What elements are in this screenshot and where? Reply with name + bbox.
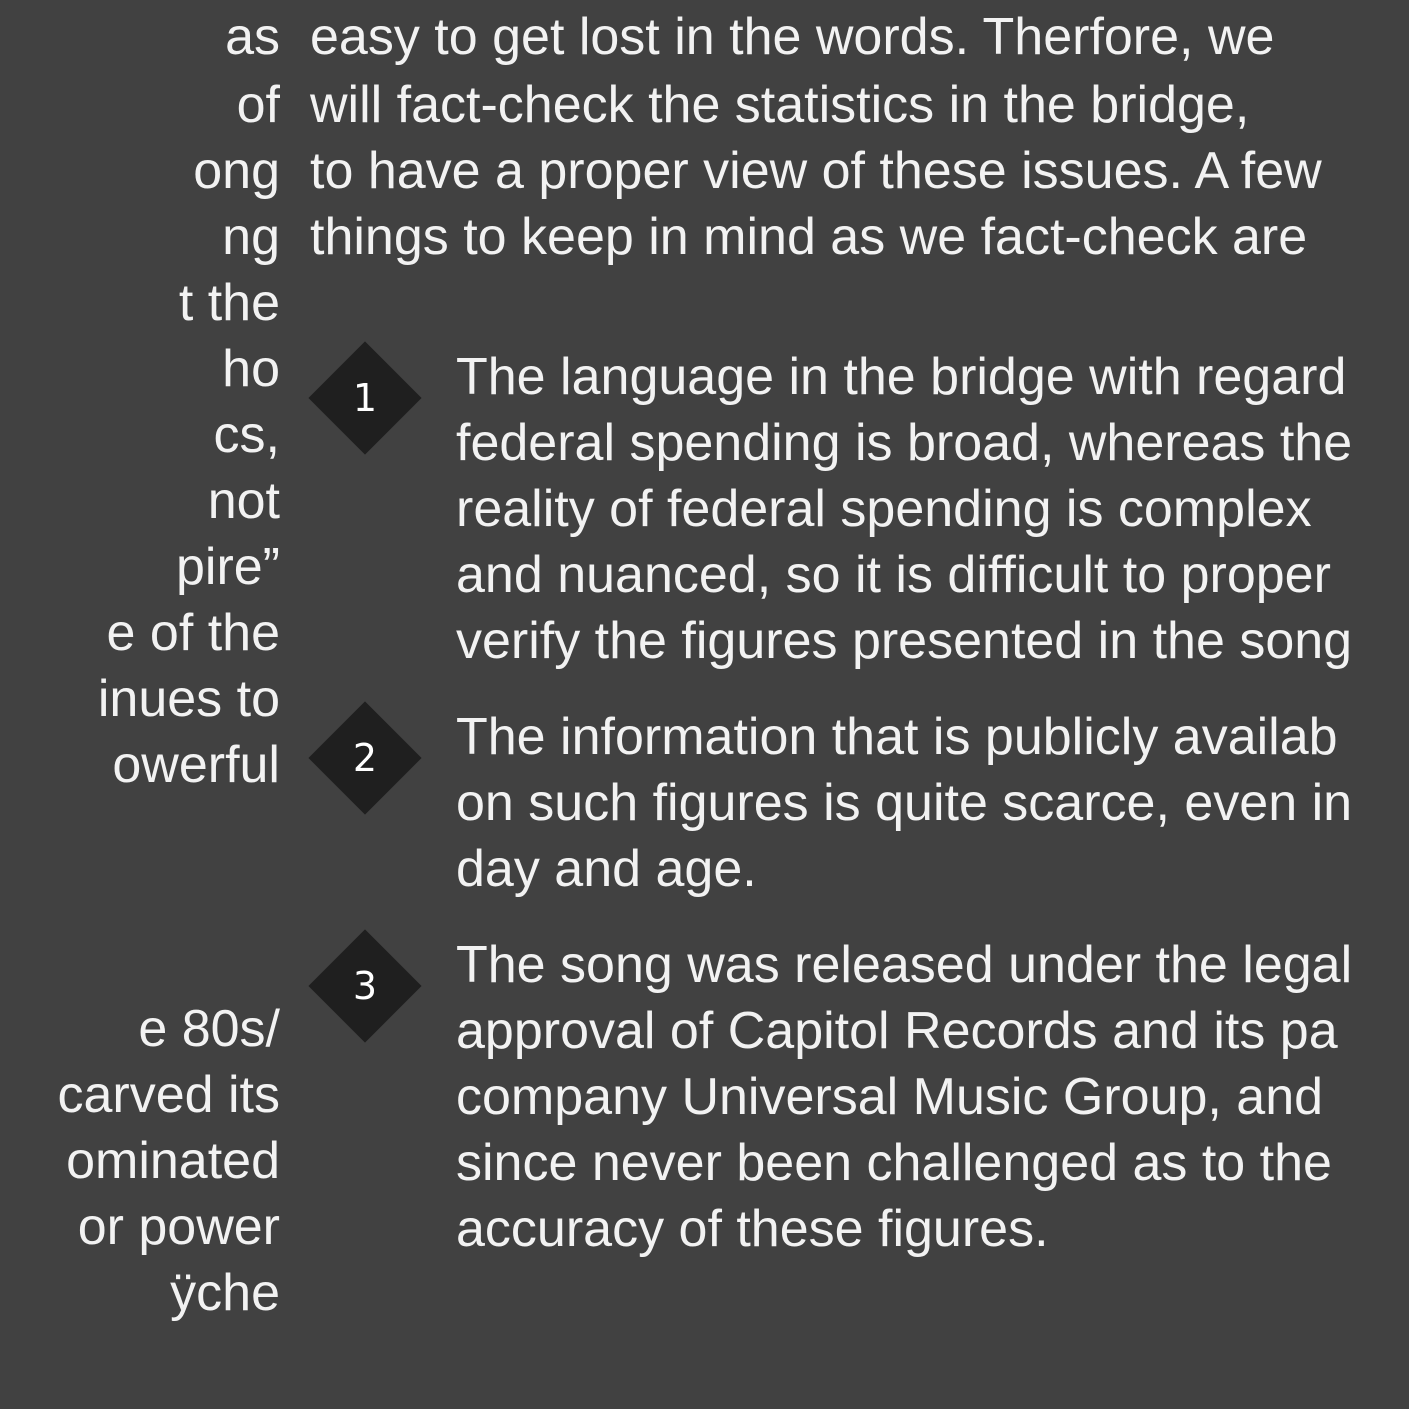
list-number: 1: [352, 376, 378, 420]
left-line: of: [236, 76, 280, 134]
left-line: ho: [222, 340, 280, 398]
list-item-line: and nuanced, so it is difficult to proper: [456, 546, 1331, 604]
intro-line: easy to get lost in the words. Therfore, we: [310, 8, 1275, 66]
left-line: ng: [222, 208, 280, 266]
left-line: inues to: [97, 670, 280, 728]
list-item: [456, 932, 1409, 1262]
list-number: 2: [352, 736, 378, 780]
left-line: or power: [77, 1198, 280, 1256]
left-line: e 80s/: [138, 1000, 280, 1058]
list-number-badge: [310, 343, 420, 453]
intro-line: things to keep in mind as we fact-check are: [310, 208, 1308, 266]
list-item-line: reality of federal spending is complex: [456, 480, 1312, 538]
left-line: not: [207, 472, 280, 530]
left-line: ominated: [66, 1132, 280, 1190]
list-number: 3: [352, 964, 378, 1008]
list-item-line: company Universal Music Group, and: [456, 1068, 1324, 1126]
list-item-line: The language in the bridge with regard: [456, 348, 1347, 406]
list-item-line: verify the figures presented in the song: [456, 612, 1353, 670]
intro-line: to have a proper view of these issues. A few: [310, 142, 1322, 200]
list-item-line: day and age.: [456, 840, 757, 898]
list-item-line: since never been challenged as to the: [456, 1134, 1332, 1192]
list-item-line: accuracy of these figures.: [456, 1200, 1049, 1258]
left-line: ong: [193, 142, 280, 200]
list-item: [456, 704, 1409, 902]
left-line: carved its: [57, 1066, 280, 1124]
left-text-column: [0, 0, 280, 1409]
list-number-badge: [310, 931, 420, 1041]
list-item-line: approval of Capitol Records and its pa: [456, 1002, 1338, 1060]
list-number-badge: [310, 703, 420, 813]
left-line: pire”: [175, 538, 280, 596]
left-line: owerful: [112, 736, 280, 794]
intro-line: will fact-check the statistics in the bridge,: [310, 76, 1250, 134]
list-item-line: The song was released under the legal: [456, 936, 1353, 994]
left-line: as: [225, 8, 280, 66]
left-line: e of the: [106, 604, 280, 662]
list-item-line: The information that is publicly availab: [456, 708, 1338, 766]
list-item-line: on such figures is quite scarce, even in: [456, 774, 1353, 832]
left-line: t the: [178, 274, 280, 332]
list-item-line: federal spending is broad, whereas the: [456, 414, 1353, 472]
left-line: ÿche: [170, 1264, 280, 1322]
list-item: [456, 344, 1409, 674]
left-line: cs,: [213, 406, 280, 464]
